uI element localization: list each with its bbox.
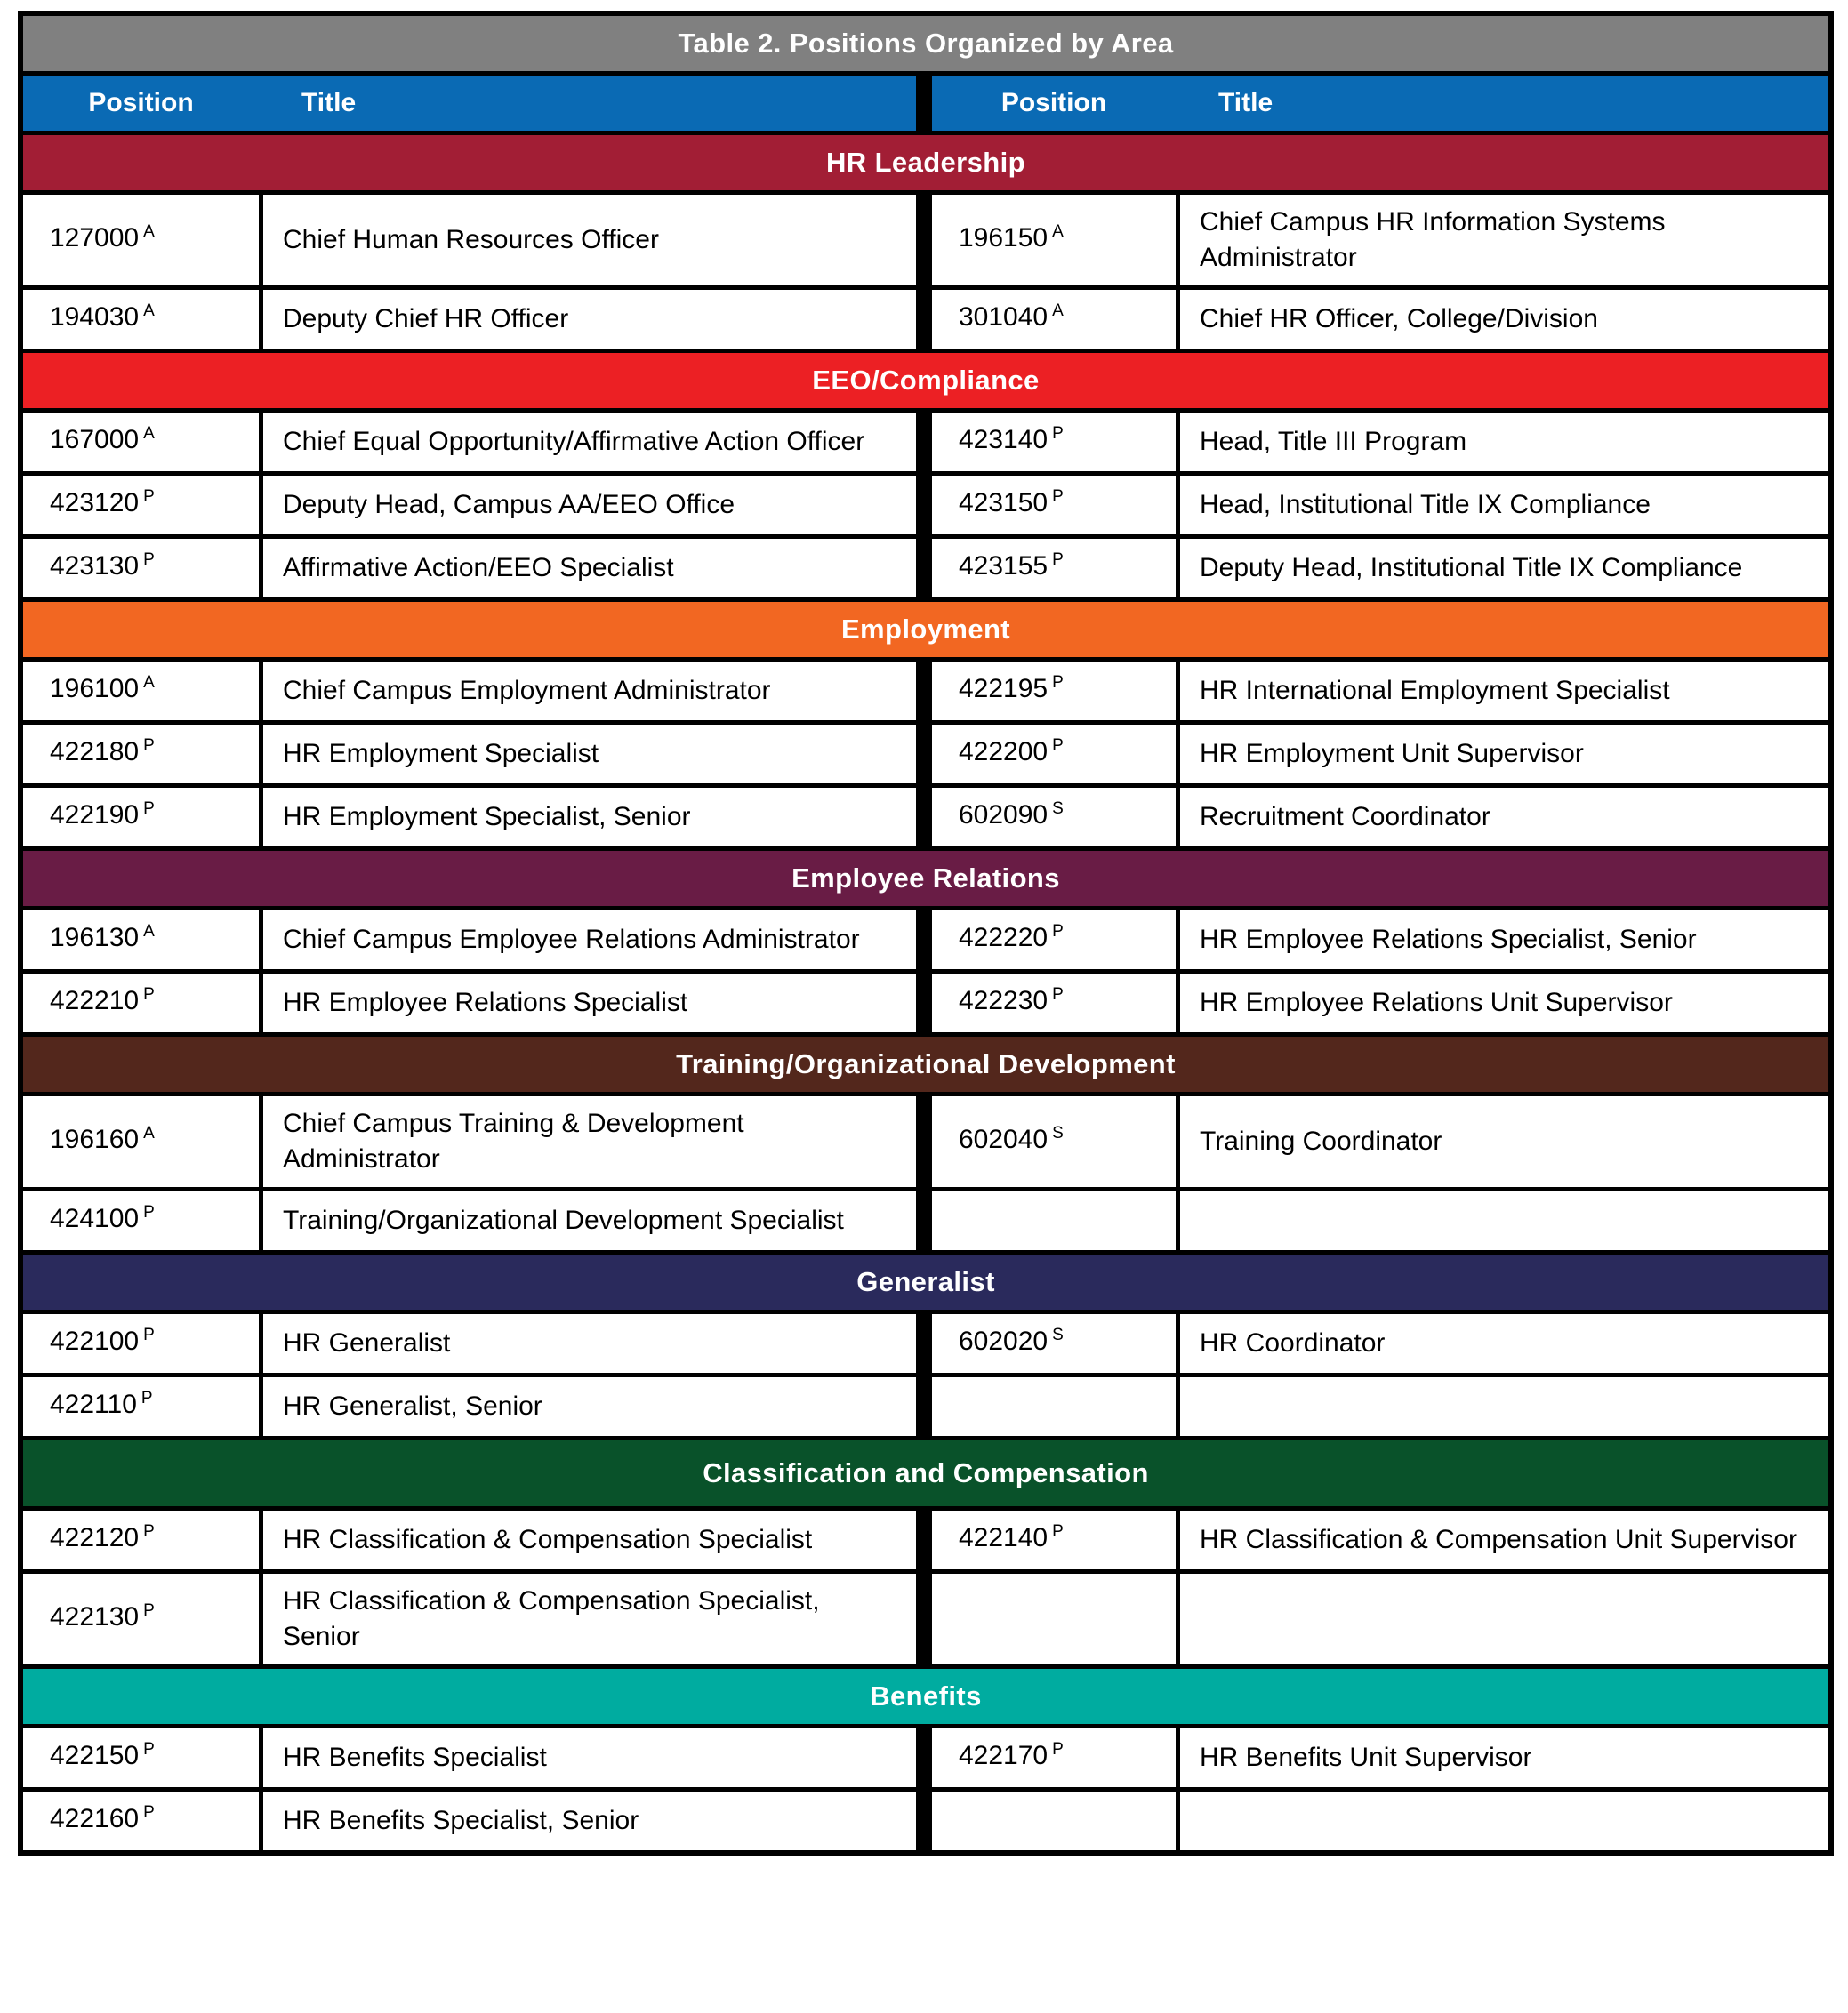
position-cell	[932, 1574, 1176, 1664]
position-type-superscript: P	[1052, 424, 1064, 443]
position-type-superscript: S	[1052, 799, 1064, 818]
position-type-superscript: A	[1052, 222, 1064, 241]
table-row	[23, 910, 1828, 969]
section-band: Benefits	[23, 1669, 1828, 1724]
column-divider	[920, 195, 928, 285]
title-cell: HR Benefits Unit Supervisor	[1180, 1728, 1828, 1787]
title-cell: HR Classification & Compensation Specialist, Senior	[263, 1574, 916, 1664]
position-column-header: Position	[88, 88, 194, 117]
position-cell: 167000 $^A$	[23, 413, 259, 471]
position-cell: 422180 $^P$	[23, 725, 259, 783]
title-cell	[1180, 1574, 1828, 1664]
position-cell: 423140 $^P$	[932, 413, 1176, 471]
position-cell: 423155 $^P$	[932, 539, 1176, 597]
table-row	[23, 1574, 1828, 1664]
table-row	[23, 1792, 1828, 1850]
position-cell: 422130 $^P$	[23, 1574, 259, 1664]
table-row	[23, 1191, 1828, 1250]
column-divider	[920, 1511, 928, 1569]
column-divider	[920, 1728, 928, 1787]
position-column-header: Position	[1000, 88, 1107, 117]
title-cell: Chief Campus Employee Relations Administrator	[263, 910, 916, 969]
title-cell: Deputy Head, Campus AA/EEO Office	[263, 476, 916, 534]
column-divider	[920, 1096, 928, 1187]
table-row	[23, 974, 1828, 1032]
title-cell: Chief Campus Employment Administrator	[263, 662, 916, 720]
table-row	[23, 662, 1828, 720]
position-cell	[932, 1377, 1176, 1436]
title-cell	[1180, 1792, 1828, 1850]
section-band: Classification and Compensation	[23, 1440, 1828, 1506]
position-cell: 196160 $^A$	[23, 1096, 259, 1187]
title-cell: HR Classification & Compensation Unit Supervisor	[1180, 1511, 1828, 1569]
table-row	[23, 1096, 1828, 1187]
position-cell	[932, 1792, 1176, 1850]
title-cell: HR Benefits Specialist	[263, 1728, 916, 1787]
column-divider	[920, 290, 928, 349]
table-row	[23, 788, 1828, 846]
position-cell: 196130 $^A$	[23, 910, 259, 969]
position-type-superscript: P	[143, 1522, 155, 1541]
position-cell: 196150 $^A$	[932, 195, 1176, 285]
title-cell: HR Benefits Specialist, Senior	[263, 1792, 916, 1850]
position-type-superscript: A	[143, 673, 155, 692]
position-cell: 422160 $^P$	[23, 1792, 259, 1850]
title-cell: Recruitment Coordinator	[1180, 788, 1828, 846]
title-cell: Chief Human Resources Officer	[263, 195, 916, 285]
position-type-superscript: P	[1052, 1522, 1064, 1541]
table-row	[23, 476, 1828, 534]
section-band: Employee Relations	[23, 851, 1828, 906]
title-column-header: Title	[301, 88, 357, 117]
position-cell: 301040 $^A$	[932, 290, 1176, 349]
title-cell: HR Coordinator	[1180, 1314, 1828, 1373]
column-header-left	[23, 76, 916, 131]
column-divider	[920, 413, 928, 471]
title-cell: HR Employee Relations Unit Supervisor	[1180, 974, 1828, 1032]
title-cell: HR Employment Specialist	[263, 725, 916, 783]
title-cell: HR Employee Relations Specialist	[263, 974, 916, 1032]
title-column-header: Title	[1218, 88, 1274, 117]
position-cell: 422195 $^P$	[932, 662, 1176, 720]
column-divider	[920, 1377, 928, 1436]
position-type-superscript: P	[143, 985, 155, 1004]
title-cell: Training Coordinator	[1180, 1096, 1828, 1187]
title-cell: Training/Organizational Development Specialist	[263, 1191, 916, 1250]
position-cell: 422120 $^P$	[23, 1511, 259, 1569]
position-type-superscript: P	[143, 487, 155, 506]
position-cell: 422170 $^P$	[932, 1728, 1176, 1787]
title-cell: HR Employment Unit Supervisor	[1180, 725, 1828, 783]
position-cell: 602090 $^S$	[932, 788, 1176, 846]
position-cell: 423130 $^P$	[23, 539, 259, 597]
position-type-superscript: P	[1052, 1740, 1064, 1759]
column-divider	[920, 1314, 928, 1373]
section-band: HR Leadership	[23, 135, 1828, 190]
position-type-superscript: P	[143, 1803, 155, 1822]
title-cell: Chief Equal Opportunity/Affirmative Action Officer	[263, 413, 916, 471]
table-row	[23, 1511, 1828, 1569]
position-type-superscript: A	[143, 1124, 155, 1143]
column-divider	[920, 662, 928, 720]
position-cell: 196100 $^A$	[23, 662, 259, 720]
column-divider	[920, 1792, 928, 1850]
position-type-superscript: A	[143, 922, 155, 941]
position-type-superscript: A	[143, 424, 155, 443]
column-divider	[920, 1191, 928, 1250]
position-cell: 423150 $^P$	[932, 476, 1176, 534]
position-cell: 422100 $^P$	[23, 1314, 259, 1373]
position-type-superscript: P	[143, 1326, 155, 1344]
table-row	[23, 1377, 1828, 1436]
column-divider	[920, 788, 928, 846]
title-cell	[1180, 1191, 1828, 1250]
position-type-superscript: A	[143, 222, 155, 241]
title-cell: HR Employment Specialist, Senior	[263, 788, 916, 846]
title-cell: HR Classification & Compensation Specialist	[263, 1511, 916, 1569]
position-type-superscript: P	[1052, 550, 1064, 569]
position-type-superscript: P	[143, 1740, 155, 1759]
position-type-superscript: S	[1052, 1326, 1064, 1344]
position-cell: 127000 $^A$	[23, 195, 259, 285]
section-band: EEO/Compliance	[23, 353, 1828, 408]
position-type-superscript: P	[1052, 985, 1064, 1004]
position-cell: 422230 $^P$	[932, 974, 1176, 1032]
position-type-superscript: P	[141, 1389, 153, 1407]
position-type-superscript: A	[143, 301, 155, 320]
table-row	[23, 413, 1828, 471]
title-cell: Head, Title III Program	[1180, 413, 1828, 471]
position-cell: 422150 $^P$	[23, 1728, 259, 1787]
position-cell: 422140 $^P$	[932, 1511, 1176, 1569]
column-divider	[920, 974, 928, 1032]
position-type-superscript: P	[143, 550, 155, 569]
section-band: Generalist	[23, 1255, 1828, 1310]
column-divider	[920, 539, 928, 597]
position-type-superscript: P	[1052, 922, 1064, 941]
position-type-superscript: P	[1052, 673, 1064, 692]
table-row	[23, 1314, 1828, 1373]
column-divider	[920, 1574, 928, 1664]
position-type-superscript: P	[143, 736, 155, 755]
position-cell: 423120 $^P$	[23, 476, 259, 534]
title-cell: HR Generalist, Senior	[263, 1377, 916, 1436]
title-cell: Deputy Head, Institutional Title IX Compliance	[1180, 539, 1828, 597]
position-type-superscript: P	[143, 799, 155, 818]
position-type-superscript: P	[1052, 487, 1064, 506]
table-row	[23, 290, 1828, 349]
title-cell: Chief Campus Training & Development Administrator	[263, 1096, 916, 1187]
position-cell	[932, 1191, 1176, 1250]
title-cell: Deputy Chief HR Officer	[263, 290, 916, 349]
title-cell: HR Generalist	[263, 1314, 916, 1373]
table-title: Table 2. Positions Organized by Area	[23, 16, 1828, 71]
section-band: Training/Organizational Development	[23, 1037, 1828, 1092]
position-type-superscript: P	[1052, 736, 1064, 755]
position-cell: 194030 $^A$	[23, 290, 259, 349]
column-divider	[920, 76, 928, 131]
positions-table	[18, 11, 1834, 1856]
title-cell: Head, Institutional Title IX Compliance	[1180, 476, 1828, 534]
position-type-superscript: S	[1052, 1124, 1064, 1143]
title-cell: Chief HR Officer, College/Division	[1180, 290, 1828, 349]
position-cell: 602020 $^S$	[932, 1314, 1176, 1373]
title-cell: HR Employee Relations Specialist, Senior	[1180, 910, 1828, 969]
title-cell	[1180, 1377, 1828, 1436]
position-type-superscript: A	[1052, 301, 1064, 320]
column-divider	[920, 910, 928, 969]
position-cell: 422210 $^P$	[23, 974, 259, 1032]
section-band: Employment	[23, 602, 1828, 657]
position-cell: 422200 $^P$	[932, 725, 1176, 783]
table-row	[23, 1728, 1828, 1787]
column-header-right	[932, 76, 1828, 131]
title-cell: Affirmative Action/EEO Specialist	[263, 539, 916, 597]
position-cell: 422190 $^P$	[23, 788, 259, 846]
table-row	[23, 195, 1828, 285]
position-cell: 422220 $^P$	[932, 910, 1176, 969]
title-cell: Chief Campus HR Information Systems Administrator	[1180, 195, 1828, 285]
position-cell: 602040 $^S$	[932, 1096, 1176, 1187]
column-divider	[920, 725, 928, 783]
position-cell: 424100 $^P$	[23, 1191, 259, 1250]
table-row	[23, 725, 1828, 783]
position-type-superscript: P	[143, 1203, 155, 1222]
table-row	[23, 539, 1828, 597]
position-type-superscript: P	[143, 1601, 155, 1620]
column-header-row	[23, 76, 1828, 131]
column-divider	[920, 476, 928, 534]
position-cell: 422110 $^P$	[23, 1377, 259, 1436]
title-cell: HR International Employment Specialist	[1180, 662, 1828, 720]
